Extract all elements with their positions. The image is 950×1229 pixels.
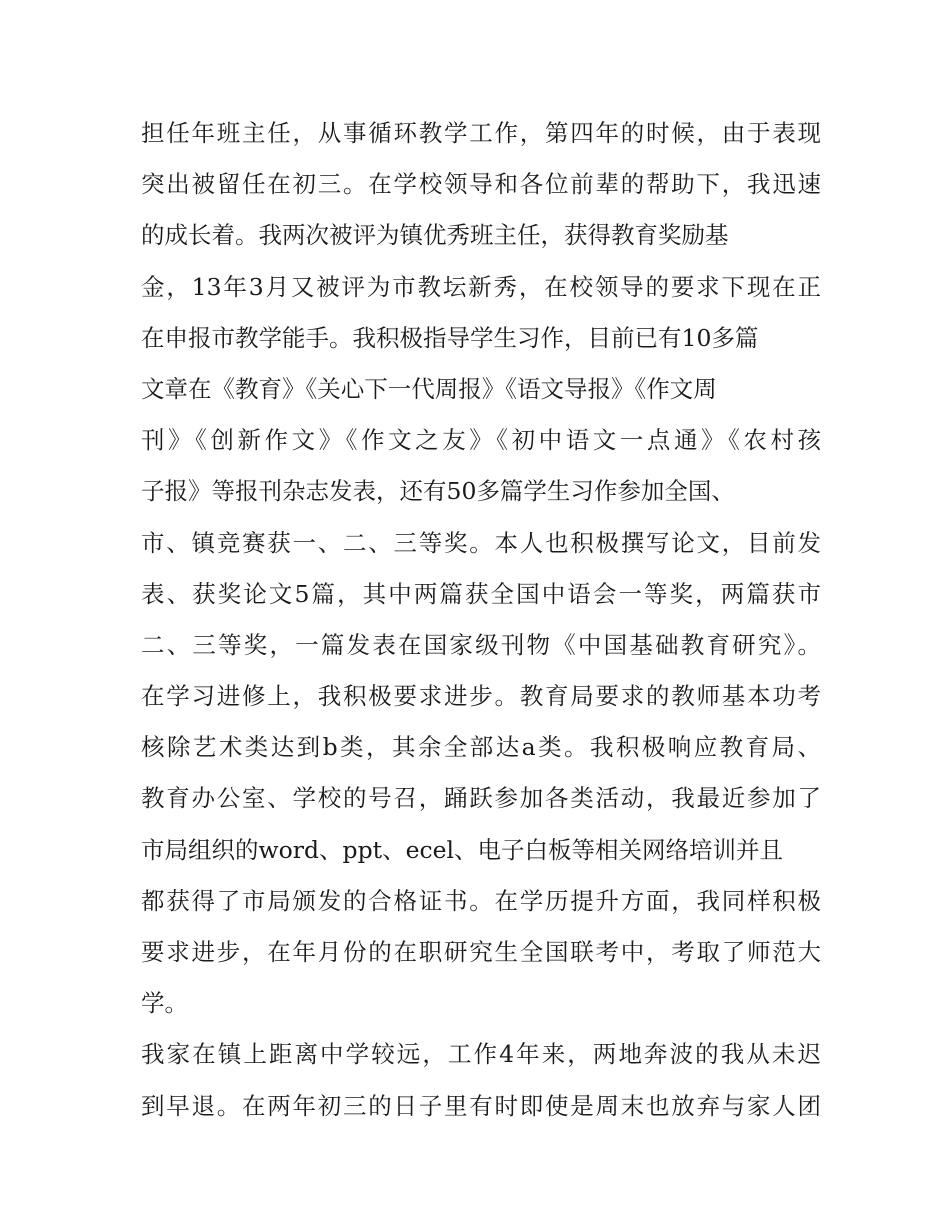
text-line: 到早退。在两年初三的日子里有时即使是周末也放弃与家人团 [141, 1091, 821, 1120]
text-line: 子报》等报刊杂志发表，还有50多篇学生习作参加全国、 [141, 477, 735, 506]
text-line: 突出被留任在初三。在学校领导和各位前辈的帮助下，我迅速 [141, 170, 821, 199]
text-line: 在申报市教学能手。我积极指导学生习作，目前已有10多篇 [141, 323, 759, 352]
text-line: 刊》《创新作文》《作文之友》《初中语文一点通》《农村孩 [141, 426, 821, 455]
text-line: 核除艺术类达到b类，其余全部达a类。我积极响应教育局、 [141, 733, 821, 762]
text-line: 市局组织的word、ppt、ecel、电子白板等相关网络培训并且 [141, 835, 784, 864]
text-line: 我家在镇上距离中学较远，工作4年来，两地奔波的我从未迟 [141, 1040, 821, 1069]
text-line: 学。 [141, 989, 188, 1018]
text-line: 教育办公室、学校的号召，踊跃参加各类活动，我最近参加了 [141, 784, 821, 813]
text-line: 要求进步，在年月份的在职研究生全国联考中，考取了师范大 [141, 938, 821, 966]
text-line: 表、获奖论文5篇，其中两篇获全国中语会一等奖，两篇获市 [141, 579, 821, 608]
text-line: 文章在《教育》《关心下一代周报》《语文导报》《作文周 [141, 374, 717, 403]
text-line: 市、镇竞赛获一、二、三等奖。本人也积极撰写论文，目前发 [141, 528, 821, 557]
body-text [141, 108, 821, 1132]
text-line: 的成长着。我两次被评为镇优秀班主任，获得教育奖励基 [141, 221, 729, 250]
text-line: 二、三等奖，一篇发表在国家级刊物《中国基础教育研究》。 [141, 630, 821, 659]
text-line: 都获得了市局颁发的合格证书。在学历提升方面，我同样积极 [141, 886, 821, 915]
text-line: 担任年班主任，从事循环教学工作，第四年的时候，由于表现 [141, 119, 821, 147]
text-line: 在学习进修上，我积极要求进步。教育局要求的教师基本功考 [141, 682, 821, 711]
text-line: 金，13年3月又被评为市教坛新秀，在校领导的要求下现在正 [141, 272, 821, 301]
